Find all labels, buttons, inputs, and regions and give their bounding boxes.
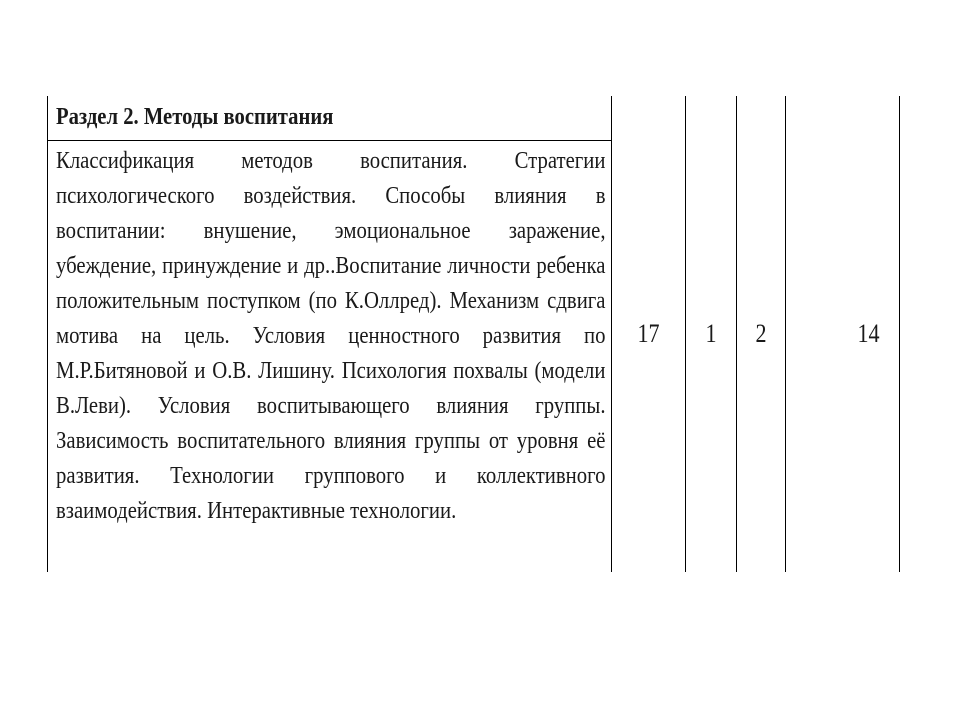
hours-total: 17 (637, 319, 660, 348)
hours-lectures: 1 (705, 319, 717, 348)
column-divider (785, 96, 786, 572)
column-divider (685, 96, 686, 572)
row-divider (47, 140, 612, 141)
column-divider (736, 96, 737, 572)
hours-self-study: 14 (857, 319, 880, 348)
section-title: Раздел 2. Методы воспитания (56, 104, 334, 130)
column-divider (611, 96, 612, 572)
section-content: Классификация методов воспитания. Стратегии психологического воздействия. Способы влияния в воспитании: внушение, эмоциональное заражение, убеждение, принуждение и др..Воспитание личности ребенка положительным поступком (по К.Оллред). Механизм сдвига мотива на цель. Условия ценностного развития по М.Р.Битяновой и О.В. Лишину. Психология похвалы (модели В.Леви). Условия воспитывающего влияния группы. Зависимость воспитательного влияния группы от уровня её развития. Технологии группового и коллективного взаимодействия. Интерактивные технологии. (56, 148, 606, 524)
hours-practical: 2 (755, 319, 767, 348)
table-border-left (47, 96, 48, 572)
